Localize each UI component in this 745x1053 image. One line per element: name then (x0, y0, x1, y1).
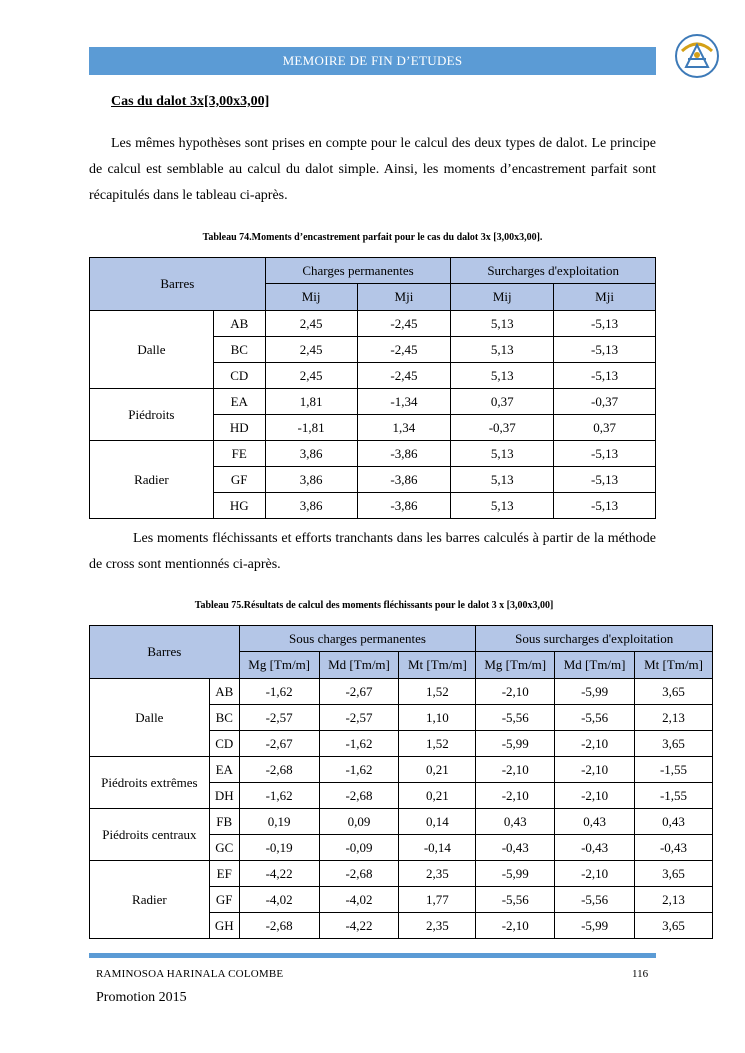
bar-label: EF (209, 861, 239, 887)
section-label: Radier (90, 861, 210, 939)
cell: -2,68 (239, 913, 319, 939)
barres-header: Barres (90, 258, 266, 311)
cell: 0,43 (635, 809, 713, 835)
cell: 0,19 (239, 809, 319, 835)
cell: 1,77 (399, 887, 476, 913)
table2-caption: Tableau 75.Résultats de calcul des moments fléchissants pour le dalot 3 x [3,00x3,00] (194, 600, 554, 611)
cell: -4,22 (319, 913, 399, 939)
cell: 5,13 (451, 441, 554, 467)
cell: -0,14 (399, 835, 476, 861)
university-emblem-icon (674, 33, 720, 79)
cell: -2,45 (357, 311, 451, 337)
footer-author: RAMINOSOA HARINALA COLOMBE (96, 968, 284, 980)
bar-label: DH (209, 783, 239, 809)
cell: 0,37 (451, 389, 554, 415)
cell: -2,10 (555, 757, 635, 783)
cell: 5,13 (451, 363, 554, 389)
cell: 0,09 (319, 809, 399, 835)
cell: -5,13 (554, 337, 656, 363)
cell: -2,68 (239, 757, 319, 783)
group-header: Sous surcharges d'exploitation (476, 626, 713, 652)
cell: 0,21 (399, 783, 476, 809)
bar-label: GF (209, 887, 239, 913)
bar-label: GH (209, 913, 239, 939)
group-header: Charges permanentes (265, 258, 451, 284)
cell: 2,45 (265, 337, 357, 363)
cell: -2,10 (555, 731, 635, 757)
paragraph-intro: Les mêmes hypothèses sont prises en compte pour le calcul des deux types de dalot. Le principe de calcul est semblable au calcul du dalot simple. Ainsi, les moments d’encastrement parfait sont récapitulés dans le tableau ci-après. (89, 136, 656, 203)
cell: -2,67 (319, 679, 399, 705)
cell: 0,14 (399, 809, 476, 835)
cell: -5,13 (554, 363, 656, 389)
cell: 2,35 (399, 913, 476, 939)
cell: -2,10 (555, 861, 635, 887)
subheader: Mji (357, 284, 451, 311)
cell: -3,86 (357, 493, 451, 519)
bar-label: BC (213, 337, 265, 363)
cell: -0,37 (451, 415, 554, 441)
cell: 1,34 (357, 415, 451, 441)
cell: -5,13 (554, 493, 656, 519)
cell: -2,10 (555, 783, 635, 809)
bar-label: CD (213, 363, 265, 389)
table-row (90, 861, 713, 887)
cell: 3,65 (635, 731, 713, 757)
table-row (90, 809, 713, 835)
table-moments-flechissants (89, 625, 713, 939)
cell: -1,55 (635, 783, 713, 809)
bar-label: BC (209, 705, 239, 731)
table-row (90, 441, 656, 467)
cell: -2,45 (357, 337, 451, 363)
group-header: Surcharges d'exploitation (451, 258, 656, 284)
cell: -3,86 (357, 467, 451, 493)
bar-label: GF (213, 467, 265, 493)
cell: 2,45 (265, 311, 357, 337)
subheader: Mg [Tm/m] (239, 652, 319, 679)
cell: 0,21 (399, 757, 476, 783)
subheader: Md [Tm/m] (555, 652, 635, 679)
footer-divider (89, 953, 656, 958)
cell: -5,13 (554, 311, 656, 337)
paragraph-cross-method: Les moments fléchissants et efforts tranchants dans les barres calculés à partir de la méthode de cross sont mentionnés ci-après. (89, 531, 656, 572)
cell: -5,99 (476, 861, 555, 887)
subheader: Md [Tm/m] (319, 652, 399, 679)
table1-caption: Tableau 74.Moments d’encastrement parfait pour le cas du dalot 3x [3,00x3,00]. (202, 232, 543, 243)
cell: -2,45 (357, 363, 451, 389)
cell: -1,62 (319, 731, 399, 757)
cell: 2,13 (635, 705, 713, 731)
cell: -5,99 (555, 679, 635, 705)
cell: -1,55 (635, 757, 713, 783)
bar-label: EA (209, 757, 239, 783)
cell: -2,68 (319, 783, 399, 809)
cell: -1,81 (265, 415, 357, 441)
cell: -5,56 (555, 705, 635, 731)
cell: -0,43 (476, 835, 555, 861)
cell: -2,68 (319, 861, 399, 887)
cell: -5,99 (476, 731, 555, 757)
cell: 0,43 (476, 809, 555, 835)
cell: -4,22 (239, 861, 319, 887)
bar-label: CD (209, 731, 239, 757)
cell: -0,43 (555, 835, 635, 861)
bar-label: EA (213, 389, 265, 415)
table-row (90, 679, 713, 705)
subheader: Mij (451, 284, 554, 311)
cell: -5,99 (555, 913, 635, 939)
cell: 1,10 (399, 705, 476, 731)
table-row (90, 389, 656, 415)
section-label: Radier (90, 441, 214, 519)
section-label: Dalle (90, 311, 214, 389)
section-label: Dalle (90, 679, 210, 757)
cell: -1,62 (239, 679, 319, 705)
cell: 5,13 (451, 467, 554, 493)
cell: -3,86 (357, 441, 451, 467)
cell: 0,37 (554, 415, 656, 441)
header-title: MEMOIRE DE FIN D’ETUDES (89, 47, 656, 75)
subheader: Mji (554, 284, 656, 311)
subheader: Mij (265, 284, 357, 311)
page-number: 116 (632, 968, 649, 980)
cell: -1,34 (357, 389, 451, 415)
cell: -1,62 (319, 757, 399, 783)
cell: 3,86 (265, 467, 357, 493)
bar-label: GC (209, 835, 239, 861)
section-label: Piédroits extrêmes (90, 757, 210, 809)
cell: 2,13 (635, 887, 713, 913)
subheader: Mt [Tm/m] (635, 652, 713, 679)
group-header: Sous charges permanentes (239, 626, 476, 652)
cell: -5,13 (554, 441, 656, 467)
bar-label: AB (213, 311, 265, 337)
cell: -5,56 (476, 705, 555, 731)
table-moments-encastrement (89, 257, 656, 519)
subheader: Mt [Tm/m] (399, 652, 476, 679)
cell: -2,57 (319, 705, 399, 731)
bar-label: HD (213, 415, 265, 441)
cell: 2,35 (399, 861, 476, 887)
section-label: Piédroits centraux (90, 809, 210, 861)
cell: 3,65 (635, 679, 713, 705)
cell: -0,43 (635, 835, 713, 861)
cell: -4,02 (239, 887, 319, 913)
cell: -5,56 (476, 887, 555, 913)
cell: 0,43 (555, 809, 635, 835)
barres-header: Barres (90, 626, 240, 679)
cell: -2,10 (476, 679, 555, 705)
cell: 3,86 (265, 493, 357, 519)
bar-label: FE (213, 441, 265, 467)
cell: -0,37 (554, 389, 656, 415)
cell: 1,52 (399, 679, 476, 705)
cell: -5,13 (554, 467, 656, 493)
table-row (90, 311, 656, 337)
cell: 1,52 (399, 731, 476, 757)
cell: -2,10 (476, 757, 555, 783)
bar-label: AB (209, 679, 239, 705)
cell: 3,65 (635, 913, 713, 939)
cell: -2,10 (476, 783, 555, 809)
subheader: Mg [Tm/m] (476, 652, 555, 679)
table-row (90, 757, 713, 783)
cell: 3,86 (265, 441, 357, 467)
cell: -2,67 (239, 731, 319, 757)
bar-label: HG (213, 493, 265, 519)
footer-promotion: Promotion 2015 (96, 990, 187, 1005)
cell: -5,56 (555, 887, 635, 913)
bar-label: FB (209, 809, 239, 835)
cell: -2,10 (476, 913, 555, 939)
cell: 5,13 (451, 337, 554, 363)
section-label: Piédroits (90, 389, 214, 441)
cell: 1,81 (265, 389, 357, 415)
cell: 3,65 (635, 861, 713, 887)
cell: 5,13 (451, 493, 554, 519)
section-title: Cas du dalot 3x[3,00x3,00] (111, 94, 270, 109)
cell: -0,19 (239, 835, 319, 861)
cell: -0,09 (319, 835, 399, 861)
cell: 2,45 (265, 363, 357, 389)
cell: -1,62 (239, 783, 319, 809)
cell: -4,02 (319, 887, 399, 913)
cell: -2,57 (239, 705, 319, 731)
cell: 5,13 (451, 311, 554, 337)
